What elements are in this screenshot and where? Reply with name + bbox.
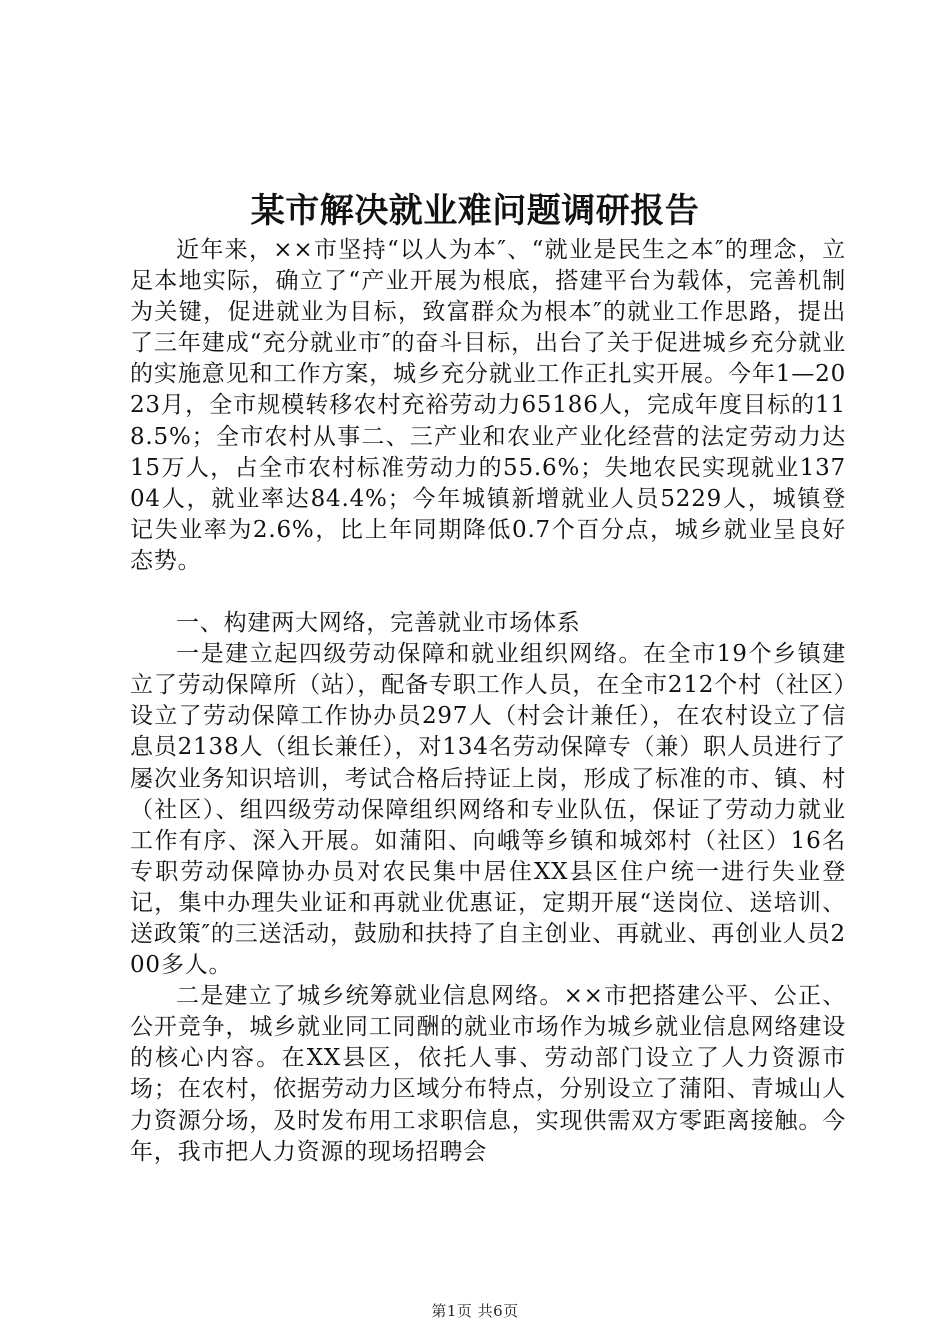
document-body [130,235,846,1168]
section-paragraph-1: 一是建立起四级劳动保障和就业组织网络。在全市19个乡镇建立了劳动保障所（站），配备专职工作人员，在全市212个村（社区）设立了劳动保障工作协办员297人（村会计兼任），在农村设立了信息员2138人（组长兼任），对134名劳动保障专（兼）职人员进行了屡次业务知识培训，考试合格后持证上岗，形成了标准的市、镇、村（社区）、组四级劳动保障组织网络和专业队伍，保证了劳动力就业工作有序、深入开展。如蒲阳、向峨等乡镇和城郊村（社区）16名专职劳动保障协办员对农民集中居住XX县区住户统一进行失业登记，集中办理失业证和再就业优惠证，定期开展“送岗位、送培训、送政策″的三送活动，鼓励和扶持了自主创业、再就业、再创业人员200多人。 [130,641,846,979]
intro-paragraph: 近年来，××市坚持“以人为本″、“就业是民生之本″的理念，立足本地实际，确立了“产业开展为根底，搭建平台为载体，完善机制为关键，促进就业为目标，致富群众为根本″的就业工作思路，提出了三年建成“充分就业市″的奋斗目标，出台了关于促进城乡充分就业的实施意见和工作方案，城乡充分就业工作正扎实开展。今年1—2023月，全市规模转移农村充裕劳动力65186人，完成年度目标的118.5%；全市农村从事二、三产业和农业产业化经营的法定劳动力达15万人，占全市农村标准劳动力的55.6%；失地农民实现就业13704人，就业率达84.4%；今年城镇新增就业人员5229人，城镇登记失业率为2.6%，比上年同期降低0.7个百分点，城乡就业呈良好态势。 [130,237,846,574]
section-paragraph-2: 二是建立了城乡统筹就业信息网络。××市把搭建公平、公正、公开竞争，城乡就业同工同酬的就业市场作为城乡就业信息网络建设的核心内容。在XX县区，依托人事、劳动部门设立了人力资源市场；在农村，依据劳动力区域分布特点，分别设立了蒲阳、青城山人力资源分场，及时发布用工求职信息，实现供需双方零距离接触。今年，我市把人力资源的现场招聘会 [130,983,846,1165]
document-title: 某市解决就业难问题调研报告 [250,191,700,231]
section-heading: 一、构建两大网络，完善就业市场体系 [176,610,581,637]
page-number-footer: 第1页 共6页 [431,1302,519,1320]
paragraph-spacer [130,577,846,608]
